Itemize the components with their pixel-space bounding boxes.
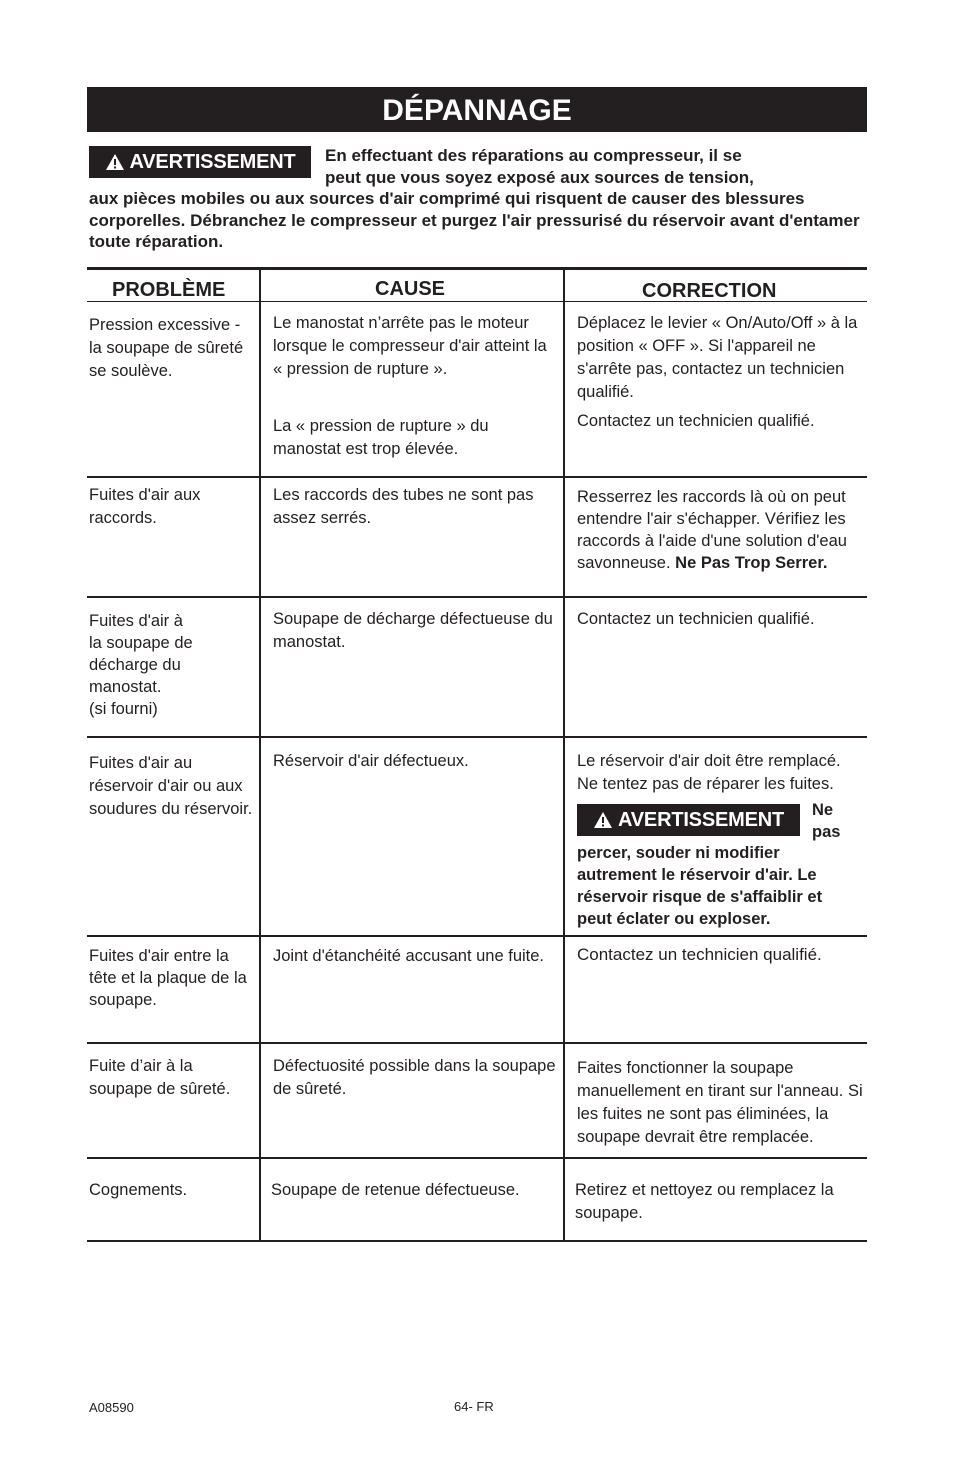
row1-correction-1: Déplacez le levier « On/Auto/Off » à la position « OFF ». Si l'appareil ne s'arrête pas, contactez un technicien qualifié. xyxy=(577,314,858,401)
tank-warning-text: percer, souder ni modifier autrement le réservoir d'air. Le réservoir risque de s'affaiblir et peut éclater ou exploser. xyxy=(577,844,823,928)
row2-correction-text: Resserrez les raccords là où on peut entendre l'air s'échapper. Vérifiez les raccords à l'aide d'une solution d'eau savonneuse. xyxy=(577,488,847,572)
row2-correction xyxy=(577,486,865,574)
row7-problem: Cognements. xyxy=(89,1181,188,1199)
column-divider xyxy=(563,268,565,1241)
row6-problem: Fuite d’air à la soupape de sûreté. xyxy=(89,1057,231,1098)
row7-correction: Retirez et nettoyez ou remplacez la soupape. xyxy=(575,1181,834,1222)
table-bottom-rule xyxy=(87,1240,867,1242)
warning-badge-label: AVERTISSEMENT xyxy=(129,150,296,173)
row4-cause: Réservoir d'air défectueux. xyxy=(273,752,469,770)
warning-text-first xyxy=(325,145,865,188)
row4-problem: Fuites d'air au réservoir d'air ou aux soudures du réservoir. xyxy=(89,754,253,818)
header-problem: PROBLÈME xyxy=(112,279,226,301)
row3-correction: Contactez un technicien qualifié. xyxy=(577,610,815,628)
row3-cause: Soupape de décharge défectueuse du manostat. xyxy=(273,610,553,651)
row1-problem: Pression excessive - la soupape de sûreté se soulève. xyxy=(89,316,244,380)
tank-warning-badge xyxy=(577,804,800,836)
row5-cause: Joint d'étanchéité accusant une fuite. xyxy=(273,947,545,965)
row-divider xyxy=(87,736,867,738)
warning-triangle-icon xyxy=(593,811,613,829)
row1-cause-2: La « pression de rupture » du manostat est trop élevée. xyxy=(273,417,489,458)
row3-problem-line: Fuites d'air à xyxy=(89,612,183,630)
row-divider xyxy=(87,1157,867,1159)
row7-cause: Soupape de retenue défectueuse. xyxy=(271,1181,520,1199)
row6-cause: Défectuosité possible dans la soupape de sûreté. xyxy=(273,1057,556,1098)
row-divider xyxy=(87,596,867,598)
column-divider xyxy=(259,268,261,1241)
document-code: A08590 xyxy=(89,1400,134,1415)
page-title: DÉPANNAGE xyxy=(87,87,867,132)
row1-cause-1: Le manostat n’arrête pas le moteur lorsque le compresseur d'air atteint la « pression de rupture ». xyxy=(273,314,547,378)
header-correction: CORRECTION xyxy=(642,280,777,302)
row3-problem-line: la soupape de xyxy=(89,634,193,652)
row-divider xyxy=(87,476,867,478)
row6-correction: Faites fonctionner la soupape manuellement en tirant sur l'anneau. Si les fuites ne sont pas éliminées, la soupape devrait être remplacée. xyxy=(577,1059,863,1146)
table-top-rule xyxy=(87,267,867,270)
row2-correction-bold: Ne Pas Trop Serrer. xyxy=(675,554,828,572)
row2-problem: Fuites d'air aux raccords. xyxy=(89,486,201,527)
row-divider xyxy=(87,935,867,937)
tank-warning-word: Ne xyxy=(812,801,834,819)
row5-problem: Fuites d'air entre la tête et la plaque de la soupape. xyxy=(89,947,247,1009)
warning-line-1: En effectuant des réparations au compresseur, il se xyxy=(325,146,742,165)
warning-badge xyxy=(89,146,311,178)
tank-warning-ne xyxy=(812,799,840,843)
row1-correction-2: Contactez un technicien qualifié. xyxy=(577,412,815,430)
warning-triangle-icon xyxy=(105,153,125,171)
row-divider xyxy=(87,1042,867,1044)
row3-problem-line: (si fourni) xyxy=(89,700,158,718)
warning-line-2: peut que vous soyez exposé aux sources de tension, xyxy=(325,167,754,187)
tank-warning-word: pas xyxy=(812,823,841,841)
tank-warning-badge-label: AVERTISSEMENT xyxy=(618,808,784,831)
row5-correction: Contactez un technicien qualifié. xyxy=(577,945,822,964)
warning-text-rest: aux pièces mobiles ou aux sources d'air comprimé qui risquent de causer des blessures corporelles. Débranchez le compresseur et purgez l'air pressurisé du réservoir avant d'entamer toute réparation. xyxy=(89,189,860,252)
row3-problem-line: manostat. xyxy=(89,678,162,696)
row2-cause: Les raccords des tubes ne sont pas assez serrés. xyxy=(273,486,534,527)
row4-correction: Le réservoir d'air doit être remplacé. Ne tentez pas de réparer les fuites. xyxy=(577,752,841,793)
row3-problem xyxy=(89,610,255,720)
header-cause: CAUSE xyxy=(375,278,446,300)
page-number: 64- FR xyxy=(454,1399,494,1414)
row3-problem-line: décharge du xyxy=(89,656,181,674)
